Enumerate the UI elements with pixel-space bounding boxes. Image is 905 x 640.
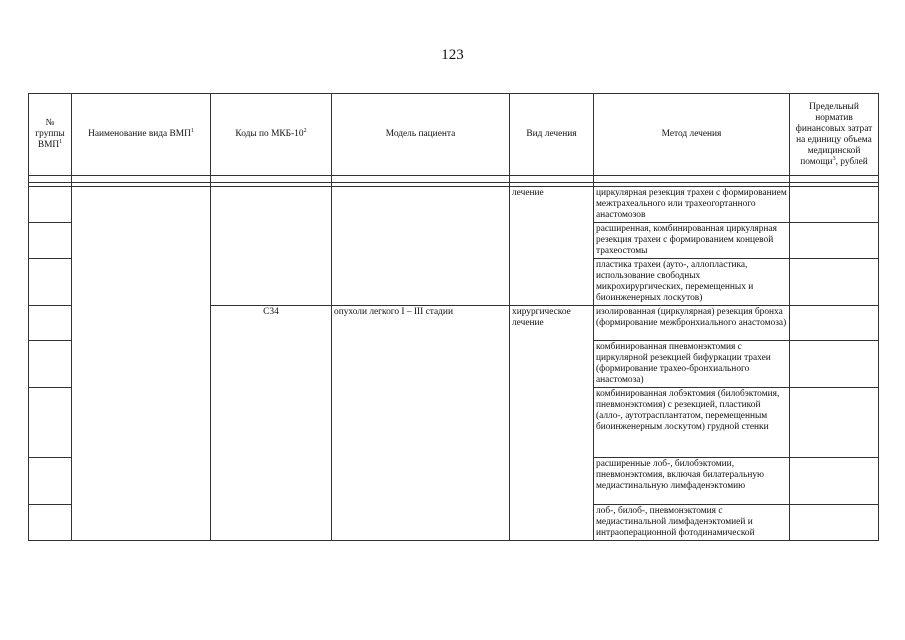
patient-model-cell: опухоли легкого I – III стадии <box>332 306 510 541</box>
header-group-no: № группы ВМП$^1$ <box>29 94 72 176</box>
cost-norm-cell <box>790 505 879 541</box>
icd-code-cell <box>211 187 332 306</box>
cost-norm-cell <box>790 259 879 306</box>
treatment-method-cell: лоб-, билоб-, пневмонэктомия с медиастинальной лимфаденэктомией и интраоперационной фотодинамической <box>594 505 790 541</box>
header-vmp-name: Наименование вида ВМП$^1$ <box>72 94 211 176</box>
treatment-method-cell: расширенная, комбинированная циркулярная резекция трахеи с формированием концевой трахеостомы <box>594 223 790 259</box>
cost-norm-cell <box>790 187 879 223</box>
treatment-method-cell: пластика трахеи (ауто-, аллопластика, использование свободных микрохирургических, перемещенных и биоинженерных лоскутов) <box>594 259 790 306</box>
cost-norm-cell <box>790 306 879 341</box>
header-row <box>29 94 879 176</box>
spacer-row <box>29 176 879 183</box>
header-patient-model: Модель пациента <box>332 94 510 176</box>
treatment-method-cell: комбинированная лобэктомия (билобэктомия, пневмонэктомия) с резекцией, пластикой (алло-, аутотрасплантатом, перемещенным биоинженерным лоскутом) грудной стенки <box>594 388 790 458</box>
header-icd-codes: Коды по МКБ-$10^2$ <box>211 94 332 176</box>
group-no-cell <box>29 223 72 259</box>
header-cost-norm: Предельный норматив финансовых затрат на единицу объема медицинской помощи$^3$, рублей <box>790 94 879 176</box>
cost-norm-cell <box>790 458 879 505</box>
table-row <box>29 187 879 223</box>
vmp-table <box>28 93 879 541</box>
header-treatment-type: Вид лечения <box>510 94 594 176</box>
group-no-cell <box>29 388 72 458</box>
group-no-cell <box>29 259 72 306</box>
cost-norm-cell <box>790 223 879 259</box>
header-treatment-method: Метод лечения <box>594 94 790 176</box>
group-no-cell <box>29 505 72 541</box>
treatment-method-cell: комбинированная пневмонэктомия с циркулярной резекцией бифуркации трахеи (формирование трахео-бронхиального анастомоза) <box>594 341 790 388</box>
cost-norm-cell <box>790 341 879 388</box>
group-no-cell <box>29 187 72 223</box>
vmp-name-cell <box>72 187 211 541</box>
patient-model-cell <box>332 187 510 306</box>
treatment-type-cell: хирургическое лечение <box>510 306 594 541</box>
group-no-cell <box>29 458 72 505</box>
treatment-method-cell: циркулярная резекция трахеи с формированием межтрахеального или трахеогортанного анастомозов <box>594 187 790 223</box>
cost-norm-cell <box>790 388 879 458</box>
treatment-type-cell: лечение <box>510 187 594 306</box>
group-no-cell <box>29 306 72 341</box>
treatment-method-cell: изолированная (циркулярная) резекция бронха (формирование межбронхиального анастомоза) <box>594 306 790 341</box>
icd-code-cell: C34 <box>211 306 332 541</box>
group-no-cell <box>29 341 72 388</box>
treatment-method-cell: расширенные лоб-, билобэктомии, пневмонэктомия, включая билатеральную медиастинальную лимфаденэктомию <box>594 458 790 505</box>
page-number: 123 <box>441 47 464 63</box>
